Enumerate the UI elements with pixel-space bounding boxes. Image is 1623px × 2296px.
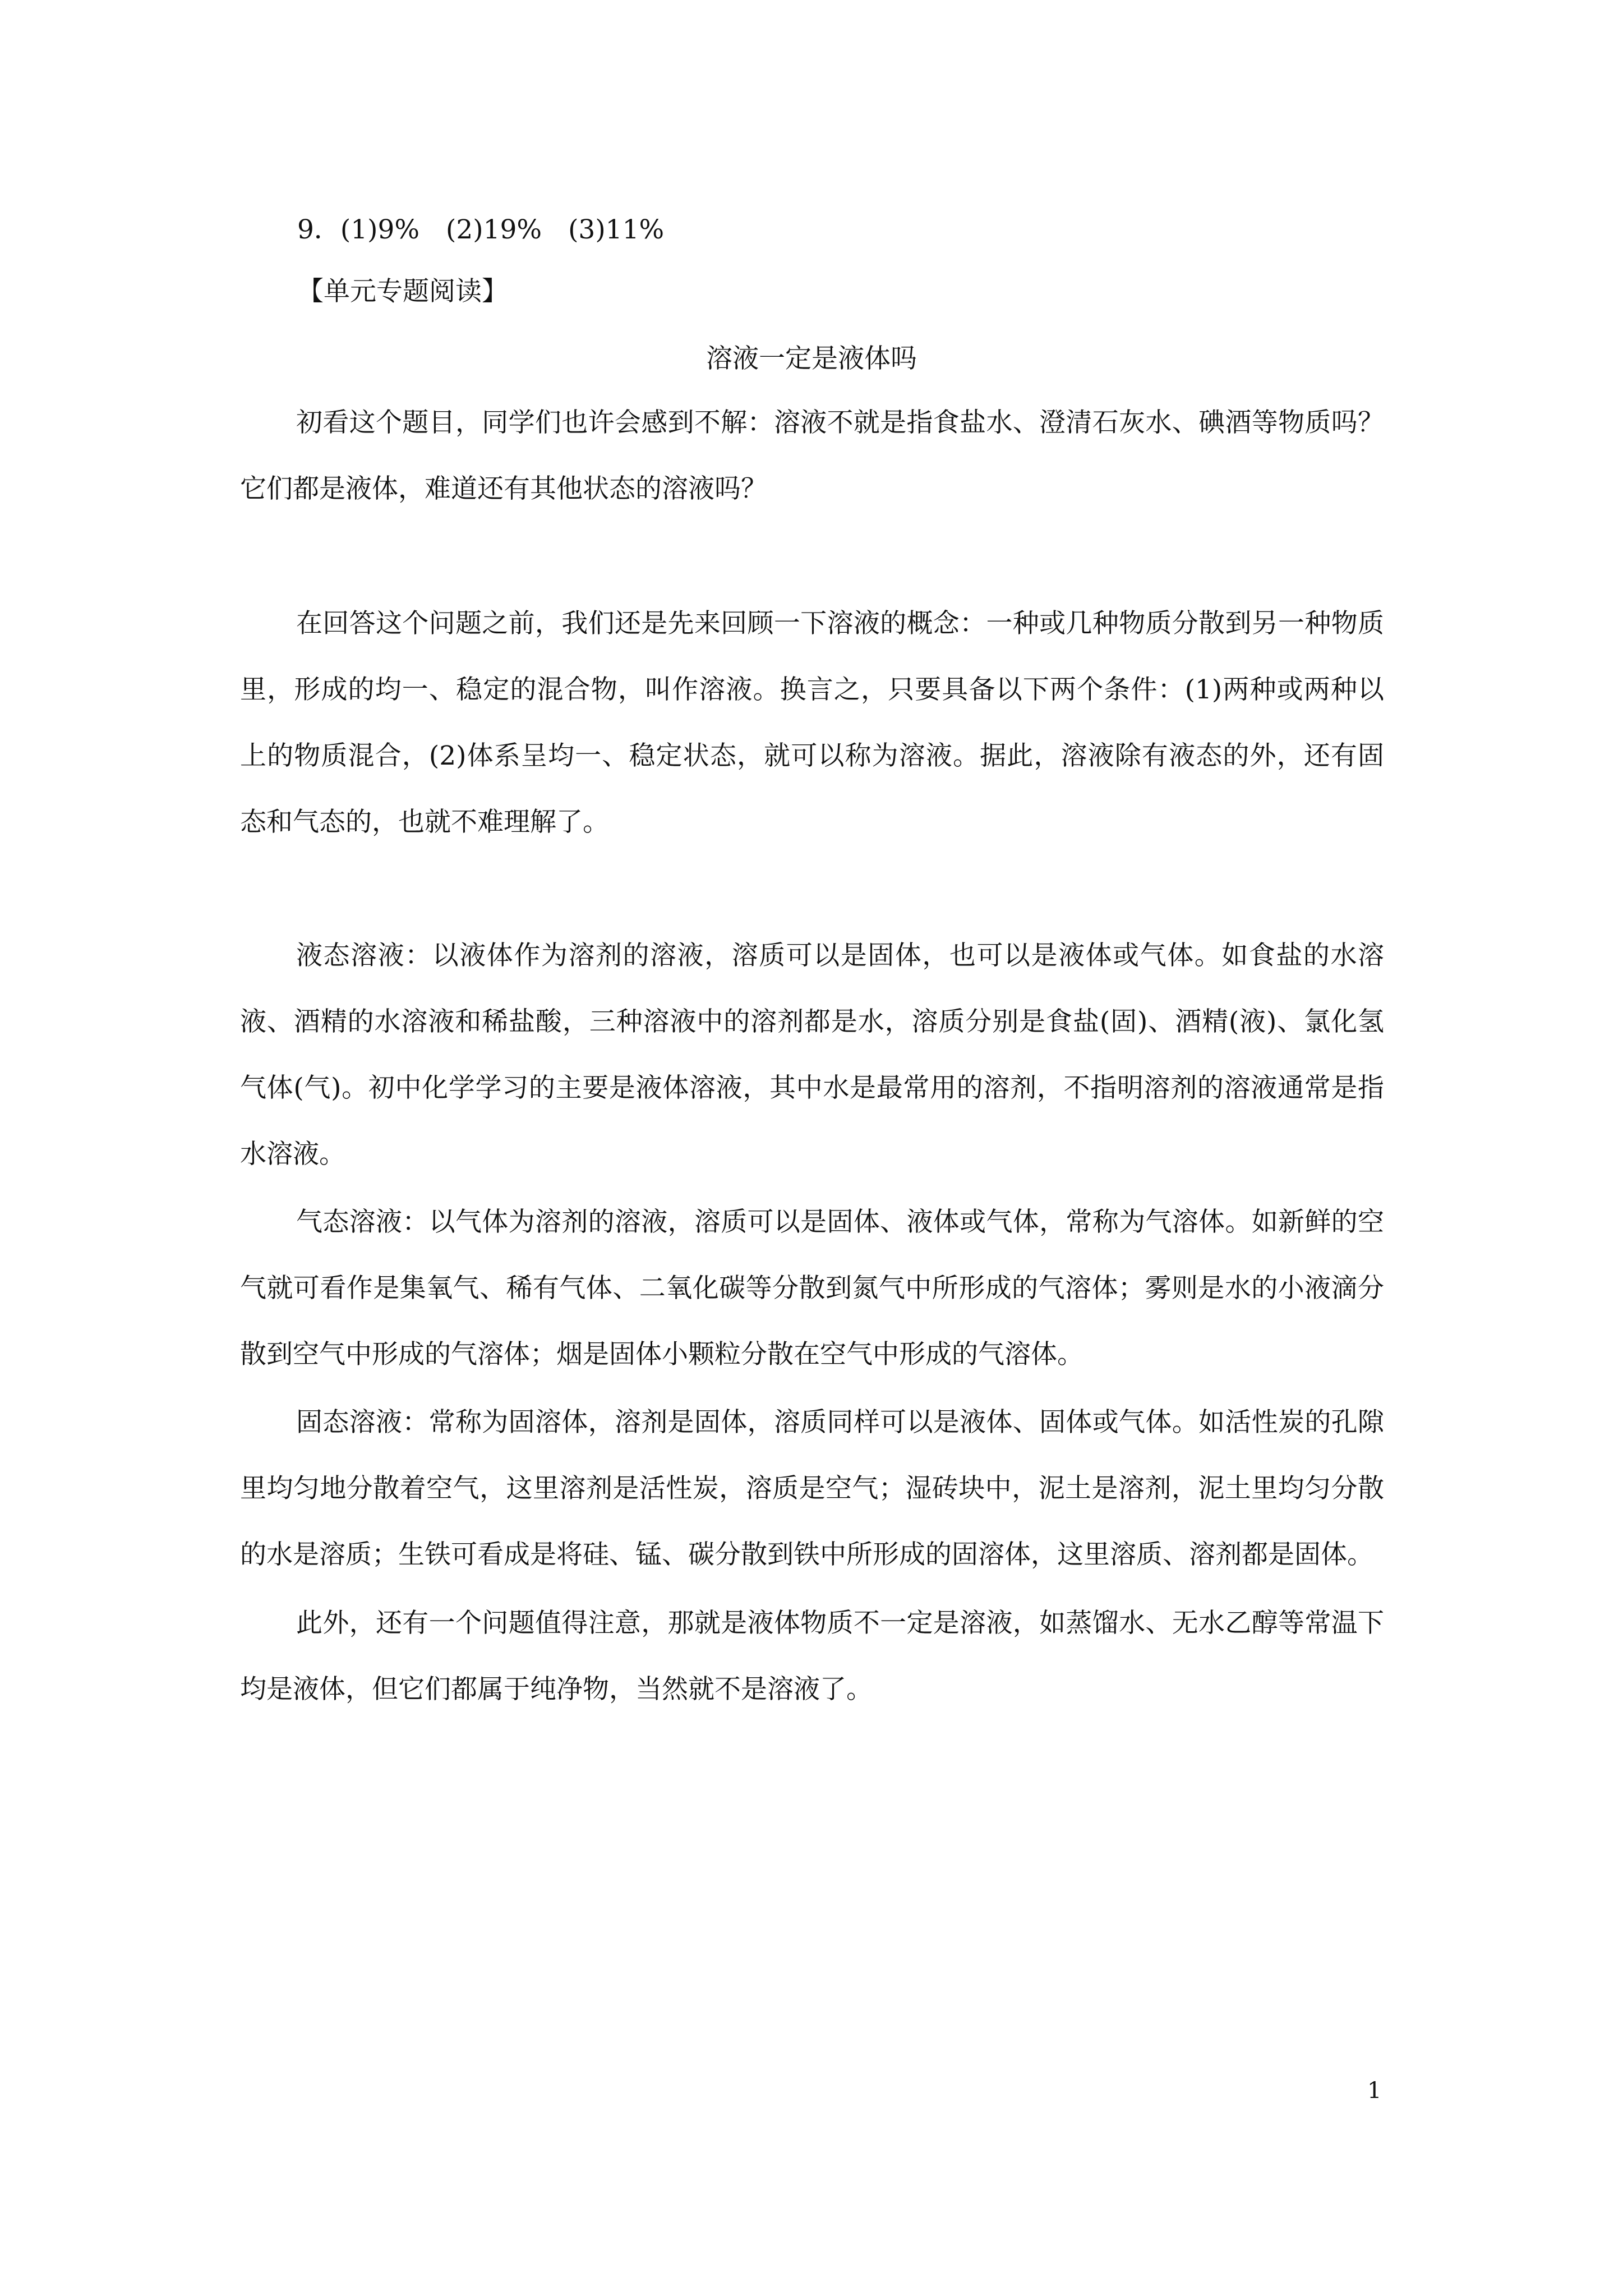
paragraph: 气态溶液：以气体为溶剂的溶液，溶质可以是固体、液体或气体，常称为气溶体。如新鲜的空气就可看作是集氧气、稀有气体、二氧化碳等分散到氮气中所形成的气溶体；雾则是水的小液滴分散到空气中形成的气溶体；烟是固体小颗粒分散在空气中形成的气溶体。 (240, 1207, 1384, 1370)
paragraph: 在回答这个问题之前，我们还是先来回顾一下溶液的概念：一种或几种物质分散到另一种物质里，形成的均一、稳定的混合物，叫作溶液。换言之，只要具备以下两个条件：(1)两种或两种以上的物质混合，(2)体系呈均一、稳定状态，就可以称为溶液。据此，溶液除有液态的外，还有固态和气态的，也就不难理解了。 (240, 608, 1384, 838)
section-heading: 【单元专题阅读】 (297, 276, 508, 307)
paragraph: 固态溶液：常称为固溶体，溶剂是固体，溶质同样可以是液体、固体或气体。如活性炭的孔隙里均匀地分散着空气，这里溶剂是活性炭，溶质是空气；湿砖块中，泥土是溶剂，泥土里均匀分散的水是溶质；生铁可看成是将硅、锰、碳分散到铁中所形成的固溶体，这里溶质、溶剂都是固体。 (240, 1407, 1384, 1570)
article-title: 溶液一定是液体吗 (706, 343, 917, 374)
paragraph: 初看这个题目，同学们也许会感到不解：溶液不就是指食盐水、澄清石灰水、碘酒等物质吗？它们都是液体，难道还有其他状态的溶液吗？ (240, 407, 1384, 504)
answer-items: (1)9% (2)19% (3)11% (340, 214, 665, 245)
paragraph: 此外，还有一个问题值得注意，那就是液体物质不一定是溶液，如蒸馏水、无水乙醇等常温下均是液体，但它们都属于纯净物，当然就不是溶液了。 (240, 1608, 1384, 1705)
answer-number: 9． (297, 214, 340, 245)
answer-line (297, 213, 664, 247)
page-number: 1 (1367, 2078, 1382, 2104)
paragraph: 液态溶液：以液体作为溶剂的溶液，溶质可以是固体，也可以是液体或气体。如食盐的水溶液、酒精的水溶液和稀盐酸，三种溶液中的溶剂都是水，溶质分别是食盐(固)、酒精(液)、氯化氢气体(气)。初中化学学习的主要是液体溶液，其中水是最常用的溶剂，不指明溶剂的溶液通常是指水溶液。 (240, 940, 1384, 1170)
